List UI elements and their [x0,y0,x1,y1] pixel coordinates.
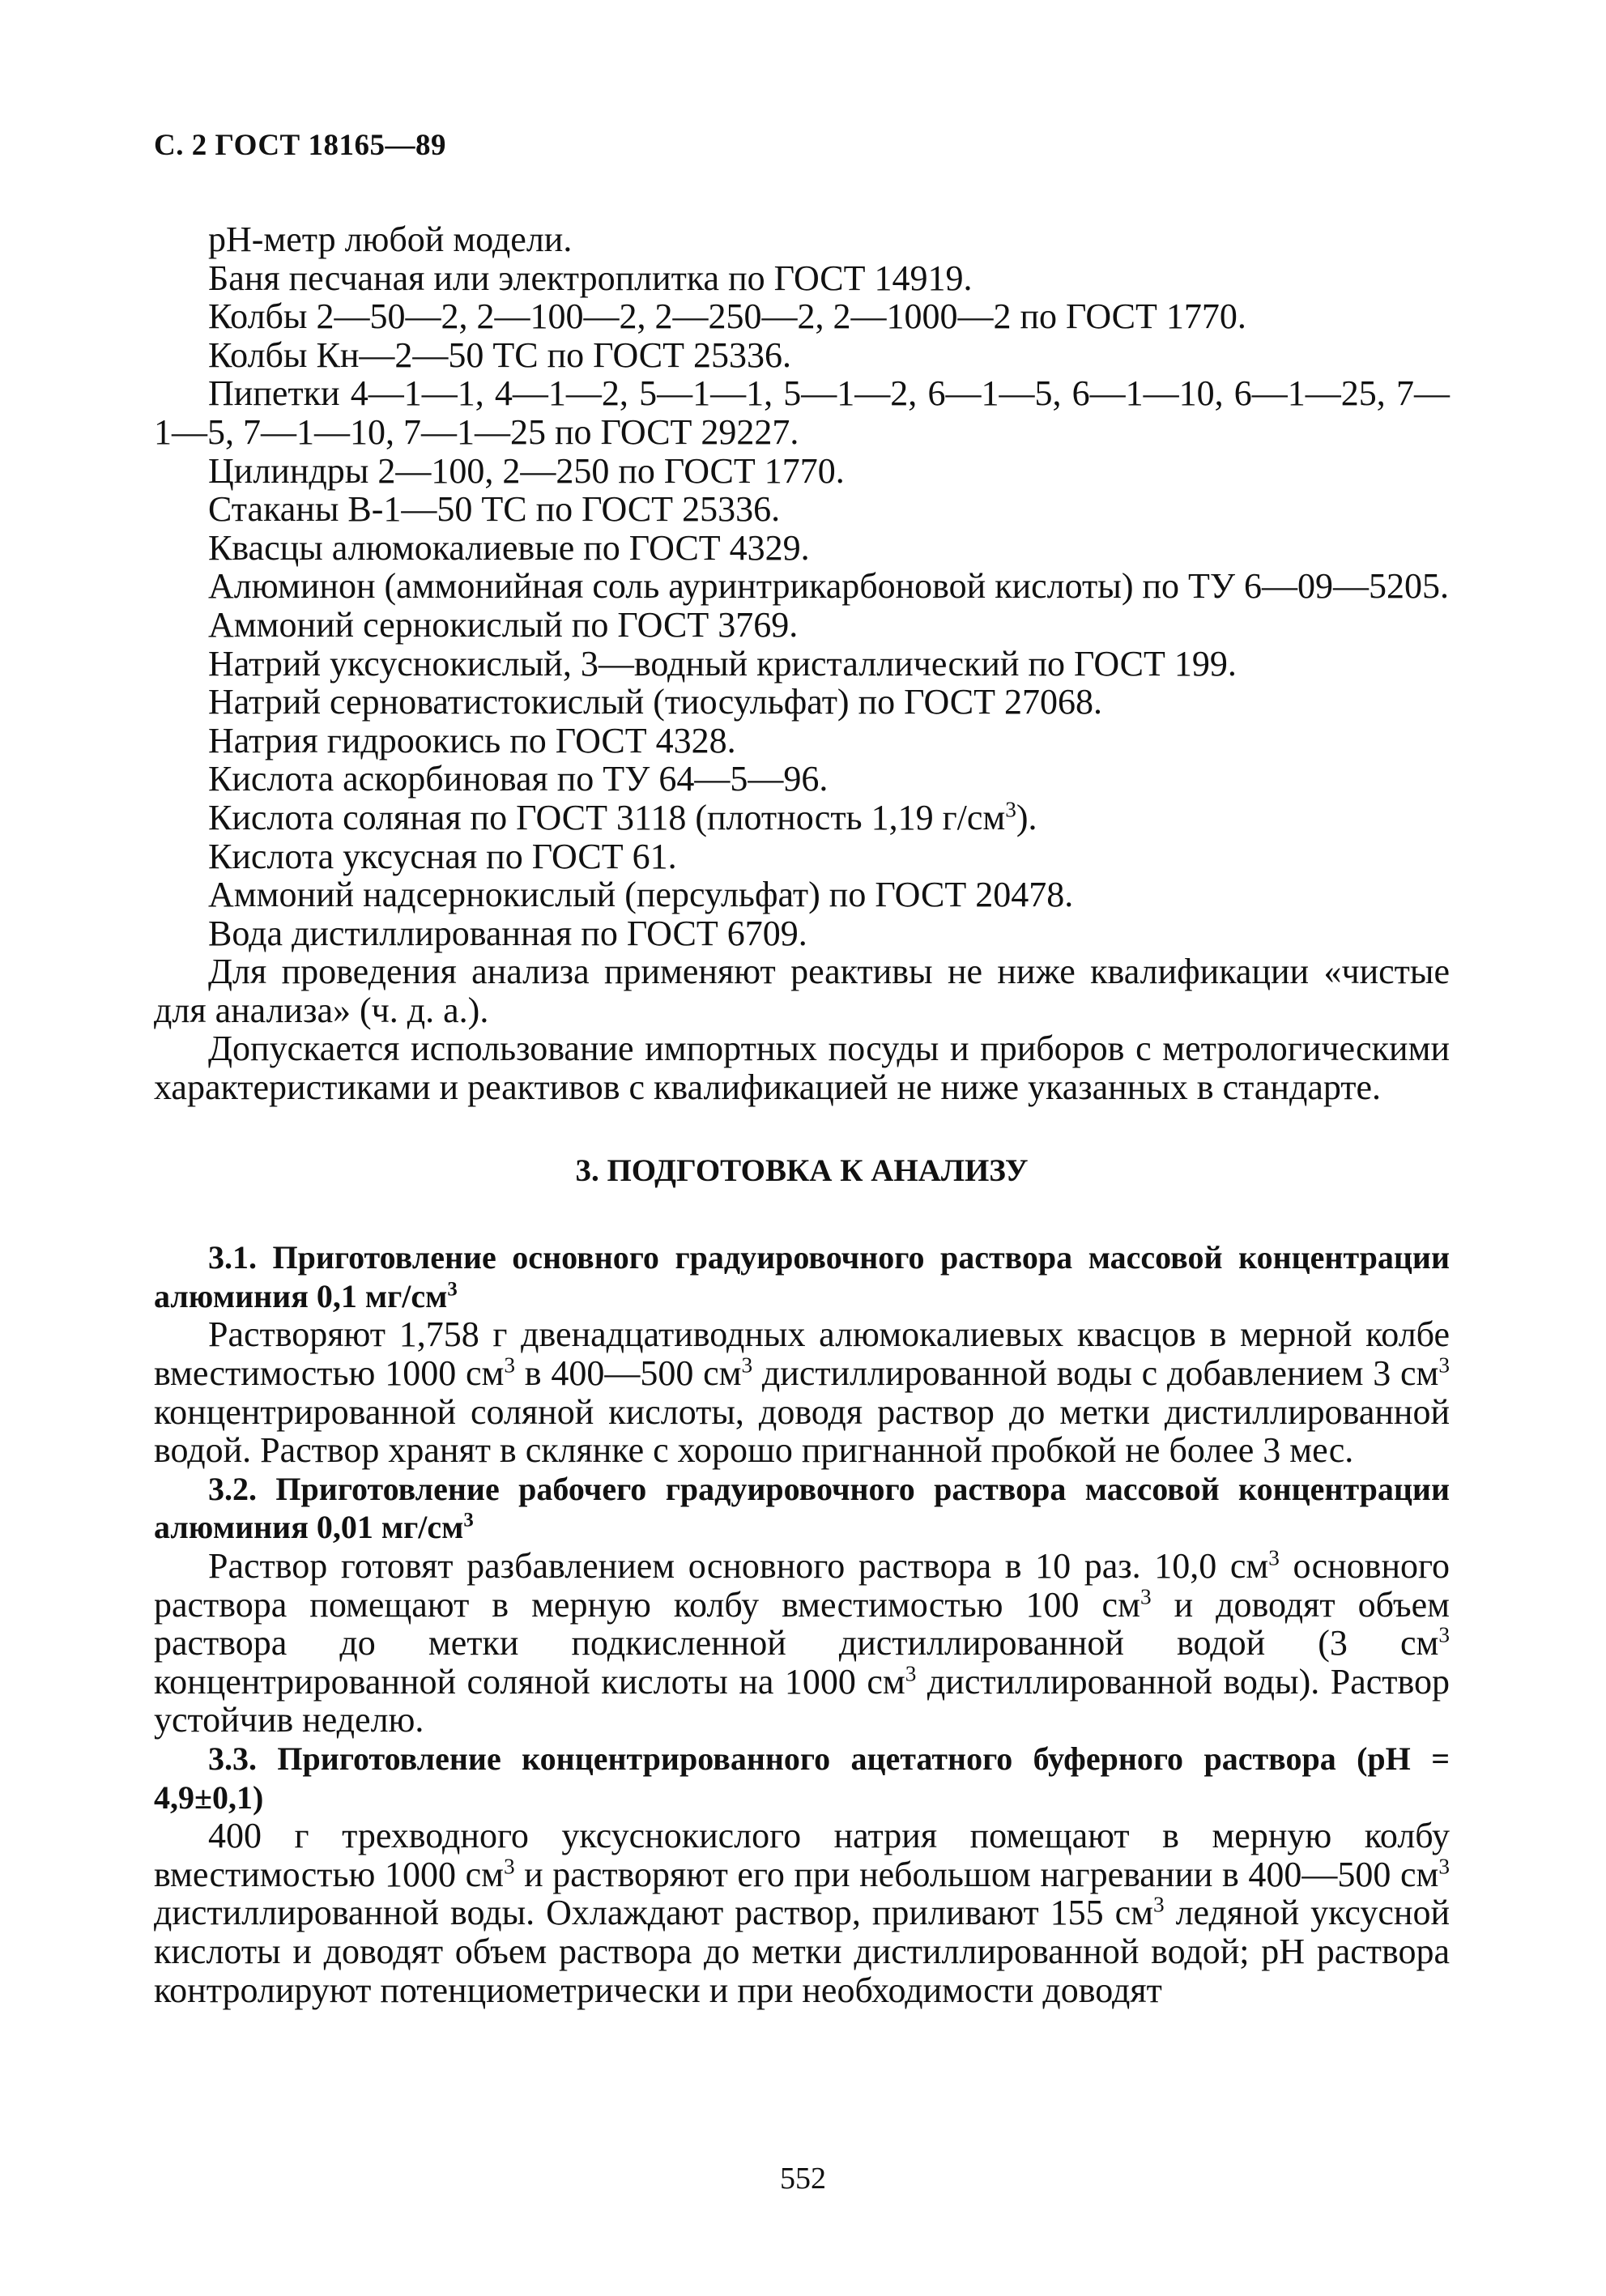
import-allowance-note: Допускается использование импортных посуды и приборов с метрологическими характеристиками и реактивов с квалификацией не ниже указанных в стандарте. [154,1029,1450,1108]
section-3-2-heading: 3.2. Приготовление рабочего градуировочного раствора массовой концентрации алюминия 0,01 $мг/см^3$ [154,1470,1450,1546]
section-3-3-text: 400 г трехводного уксуснокислого натрия помещают в мерную колбу вместимостью 1000 $см^3$ и растворяют его при небольшом нагревании в 400—500 $см^3$ дистиллированной воды. Охлаждают раствор, приливают 155 $см^3$ ледяной уксусной кислоты и доводят объем раствора до метки дистиллированной водой; рН раствора контролируют потенциометрически и при необходимости доводят [154,1816,1450,2010]
section-3-2-text: Раствор готовят разбавлением основного раствора в 10 раз. 10,0 $см^3$ основного раствора помещают в мерную колбу вместимостью 100 $см^3$ и доводят объем раствора до метки подкисленной дистиллированной водой (3 $см^3$ концентрированной соляной кислоты на 1000 $см^3$ дистиллированной воды). Раствор устойчив неделю. [154,1545,1450,1740]
equipment-item: Алюминон (аммонийная соль ауринтрикарбоновой кислоты) по ТУ 6—09—5205. [208,566,1450,607]
equipment-item: Квасцы алюмокалиевые по ГОСТ 4329. [208,527,810,568]
equipment-item: Баня песчаная или электроплитка по ГОСТ 14919. [208,258,973,298]
equipment-item: Пипетки 4—1—1, 4—1—2, 5—1—1, 5—1—2, 6—1—5, 6—1—10, 6—1—25, 7—1—5, 7—1—10, 7—1—25 по ГОСТ 29227. [154,373,1450,452]
equipment-item-hcl: Кислота соляная по ГОСТ 3118 (плотность 1,19 $г/см^3$). [208,797,1037,837]
page-number: 552 [780,2162,826,2196]
page-header: С. 2 ГОСТ 18165—89 [154,129,446,162]
equipment-item: Натрий серноватистокислый (тиосульфат) по ГОСТ 27068. [208,682,1102,722]
equipment-item: Цилиндры 2—100, 2—250 по ГОСТ 1770. [208,450,845,491]
section-3-1-heading: 3.1. Приготовление основного градуировочного раствора массовой концентрации алюминия 0,1 $мг/см^3$ [154,1239,1450,1314]
reagent-quality-note: Для проведения анализа применяют реактивы не ниже квалификации «чистые для анализа» (ч. д. а.). [154,952,1450,1030]
equipment-item: Аммоний сернокислый по ГОСТ 3769. [208,604,799,645]
section-3-title: 3. ПОДГОТОВКА К АНАЛИЗУ [575,1152,1029,1188]
equipment-item: Натрия гидроокись по ГОСТ 4328. [208,720,736,760]
section-3-3-heading: 3.3. Приготовление концентрированного ацетатного буферного раствора (рН = 4,9±0,1) [154,1740,1450,1816]
equipment-item: Кислота уксусная по ГОСТ 61. [208,836,677,876]
equipment-item: Колбы 2—50—2, 2—100—2, 2—250—2, 2—1000—2 по ГОСТ 1770. [208,296,1246,337]
equipment-item: рН-метр любой модели. [208,219,573,259]
equipment-item: Аммоний надсернокислый (персульфат) по ГОСТ 20478. [208,875,1074,915]
section-3-1-text: Растворяют 1,758 г двенадцативодных алюмокалиевых квасцов в мерной колбе вместимостью 1000 $см^3$ в 400—500 $см^3$ дистиллированной воды с добавлением 3 $см^3$ концентрированной соляной кислоты, доводя раствор до метки дистиллированной водой. Раствор хранят в склянке с хорошо пригнанной пробкой не более 3 мес. [154,1314,1450,1471]
body-text [154,220,1450,2009]
equipment-item: Колбы Кн—2—50 ТС по ГОСТ 25336. [208,334,792,375]
equipment-item: Натрий уксуснокислый, 3—водный кристаллический по ГОСТ 199. [208,643,1237,684]
equipment-item: Вода дистиллированная по ГОСТ 6709. [208,913,807,953]
equipment-item: Стаканы В-1—50 ТС по ГОСТ 25336. [208,489,781,530]
equipment-item: Кислота аскорбиновая по ТУ 64—5—96. [208,759,829,799]
